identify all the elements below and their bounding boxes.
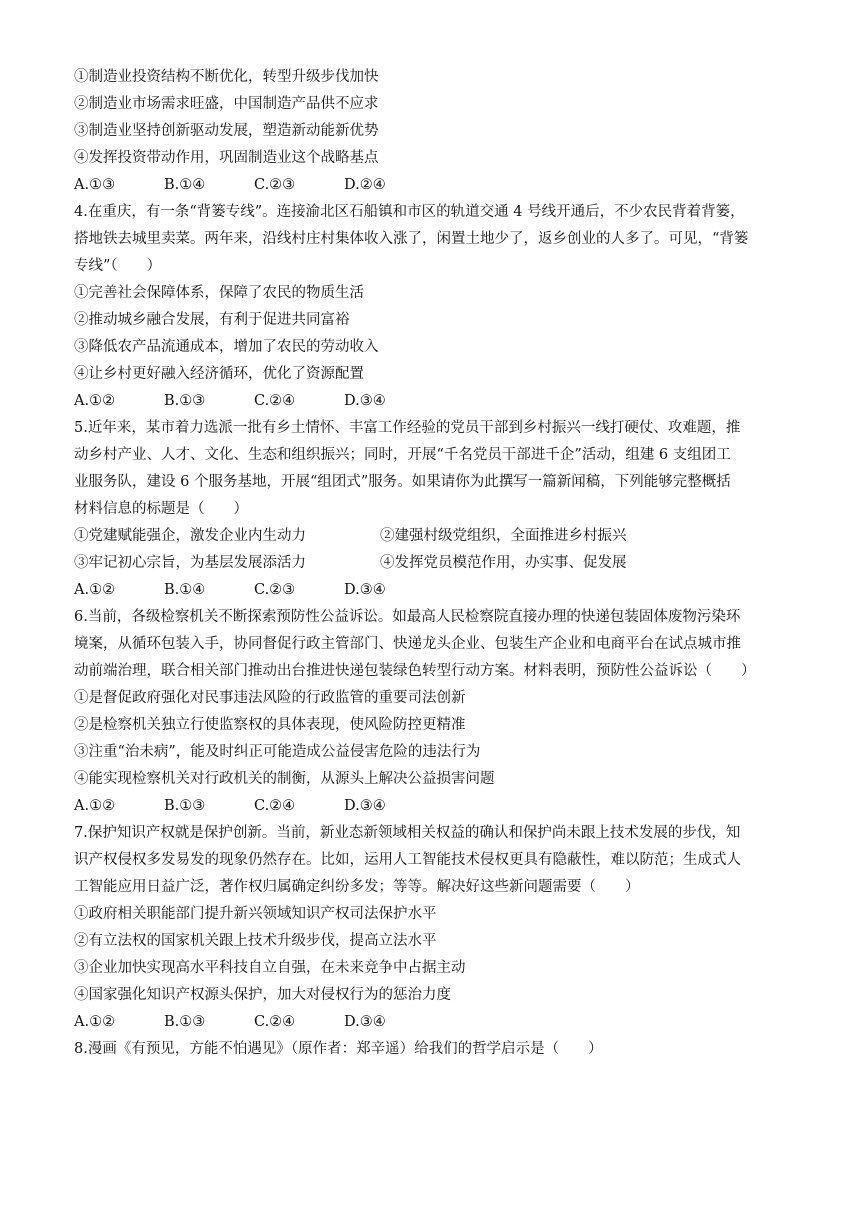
answer-c: C.②④ bbox=[254, 393, 296, 409]
question-stem-line: 专线”（ ） bbox=[74, 258, 162, 274]
option-line: ③注重“治未病”，能及时纠正可能造成公益侵害危险的违法行为 bbox=[74, 744, 481, 760]
answer-d: D.③④ bbox=[344, 393, 386, 409]
answer-b: B.①④ bbox=[164, 177, 206, 193]
option-row bbox=[74, 550, 794, 577]
option-3: ③牢记初心宗旨，为基层发展添活力 bbox=[74, 555, 306, 571]
question-stem-line: 4.在重庆，有一条“背篓专线”。连接渝北区石船镇和市区的轨道交通 4 号线开通后，不少农民背着背篓， bbox=[74, 204, 745, 220]
answer-a: A.①② bbox=[74, 582, 116, 598]
option-line: ②推动城乡融合发展，有利于促进共同富裕 bbox=[74, 312, 350, 328]
answer-c: C.②③ bbox=[254, 582, 296, 598]
answer-d: D.③④ bbox=[344, 582, 386, 598]
answer-b: B.①③ bbox=[164, 798, 206, 814]
answer-choices bbox=[74, 793, 794, 820]
question-6 bbox=[74, 604, 794, 820]
answer-a: A.①② bbox=[74, 1014, 116, 1030]
answer-choices bbox=[74, 172, 794, 199]
answer-b: B.①④ bbox=[164, 582, 206, 598]
answer-b: B.①③ bbox=[164, 1014, 206, 1030]
option-line: ④国家强化知识产权源头保护，加大对侵权行为的惩治力度 bbox=[74, 987, 451, 1003]
question-stem-line: 7.保护知识产权就是保护创新。当前，新业态新领域相关权益的确认和保护尚未跟上技术发展的步伐，知 bbox=[74, 825, 741, 841]
question-stem-line: 境案，从循环包装入手，协同督促行政主管部门、快递龙头企业、包装生产企业和电商平台在试点城市推 bbox=[74, 636, 741, 652]
option-line: ③降低农产品流通成本，增加了农民的劳动收入 bbox=[74, 339, 379, 355]
answer-choices bbox=[74, 577, 794, 604]
answer-d: D.③④ bbox=[344, 798, 386, 814]
answer-c: C.②④ bbox=[254, 798, 296, 814]
option-line: ②有立法权的国家机关跟上技术升级步伐，提高立法水平 bbox=[74, 933, 437, 949]
answer-c: C.②④ bbox=[254, 1014, 296, 1030]
option-line: ③企业加快实现高水平科技自立自强，在未来竞争中占据主动 bbox=[74, 960, 466, 976]
question-stem-line: 业服务队，建设 6 个服务基地，开展“组团式”服务。如果请你为此撰写一篇新闻稿，下列能够完整概括 bbox=[74, 474, 731, 490]
option-line: ②是检察机关独立行使监察权的具体表现，使风险防控更精准 bbox=[74, 717, 466, 733]
option-line: ①政府相关职能部门提升新兴领域知识产权司法保护水平 bbox=[74, 906, 437, 922]
option-line: ①是督促政府强化对民事违法风险的行政监管的重要司法创新 bbox=[74, 690, 466, 706]
option-row bbox=[74, 523, 794, 550]
question-stem-line: 识产权侵权多发易发的现象仍然存在。比如，运用人工智能技术侵权更具有隐蔽性，难以防范；生成式人 bbox=[74, 852, 741, 868]
question-4 bbox=[74, 199, 794, 415]
answer-d: D.②④ bbox=[344, 177, 386, 193]
option-line: ②制造业市场需求旺盛，中国制造产品供不应求 bbox=[74, 96, 379, 112]
option-1: ①党建赋能强企，激发企业内生动力 bbox=[74, 528, 306, 544]
question-5 bbox=[74, 415, 794, 604]
option-line: ④发挥投资带动作用，巩固制造业这个战略基点 bbox=[74, 150, 379, 166]
exam-page bbox=[74, 64, 794, 1063]
question-stem-line: 5.近年来，某市着力选派一批有乡土情怀、丰富工作经验的党员干部到乡村振兴一线打硬仗、攻难题，推 bbox=[74, 420, 741, 436]
question-stem-line: 8.漫画《有预见，方能不怕遇见》（原作者：郑辛遥）给我们的哲学启示是（ ） bbox=[74, 1041, 603, 1057]
option-2: ②建强村级党组织，全面推进乡村振兴 bbox=[380, 528, 627, 544]
question-stem-line: 动乡村产业、人才、文化、生态和组织振兴；同时，开展“千名党员干部进千企”活动，组建 6 支组团工 bbox=[74, 447, 731, 463]
option-line: ④能实现检察机关对行政机关的制衡，从源头上解决公益损害问题 bbox=[74, 771, 495, 787]
answer-choices bbox=[74, 1009, 794, 1036]
option-line: ①制造业投资结构不断优化，转型升级步伐加快 bbox=[74, 69, 379, 85]
question-7 bbox=[74, 820, 794, 1036]
question-stem-line: 搭地铁去城里卖菜。两年来，沿线村庄村集体收入涨了，闲置土地少了，返乡创业的人多了。可见，“背篓 bbox=[74, 231, 749, 247]
answer-a: A.①② bbox=[74, 393, 116, 409]
answer-b: B.①③ bbox=[164, 393, 206, 409]
answer-a: A.①③ bbox=[74, 177, 116, 193]
question-stem-line: 工智能应用日益广泛，著作权归属确定纠纷多发；等等。解决好这些新问题需要（ ） bbox=[74, 879, 640, 895]
answer-c: C.②③ bbox=[254, 177, 296, 193]
option-line: ①完善社会保障体系，保障了农民的物质生活 bbox=[74, 285, 364, 301]
question-stem-line: 材料信息的标题是（ ） bbox=[74, 501, 248, 517]
answer-d: D.③④ bbox=[344, 1014, 386, 1030]
option-line: ④让乡村更好融入经济循环，优化了资源配置 bbox=[74, 366, 364, 382]
question-stem-line: 动前端治理，联合相关部门推动出台推进快递包装绿色转型行动方案。材料表明，预防性公益诉讼（ ） bbox=[74, 663, 756, 679]
question-8 bbox=[74, 1036, 794, 1063]
option-4: ④发挥党员模范作用，办实事、促发展 bbox=[380, 555, 627, 571]
answer-choices bbox=[74, 388, 794, 415]
question-stem-line: 6.当前，各级检察机关不断探索预防性公益诉讼。如最高人民检察院直接办理的快递包装固体废物污染环 bbox=[74, 609, 741, 625]
question-3-options bbox=[74, 64, 794, 199]
answer-a: A.①② bbox=[74, 798, 116, 814]
option-line: ③制造业坚持创新驱动发展，塑造新动能新优势 bbox=[74, 123, 379, 139]
